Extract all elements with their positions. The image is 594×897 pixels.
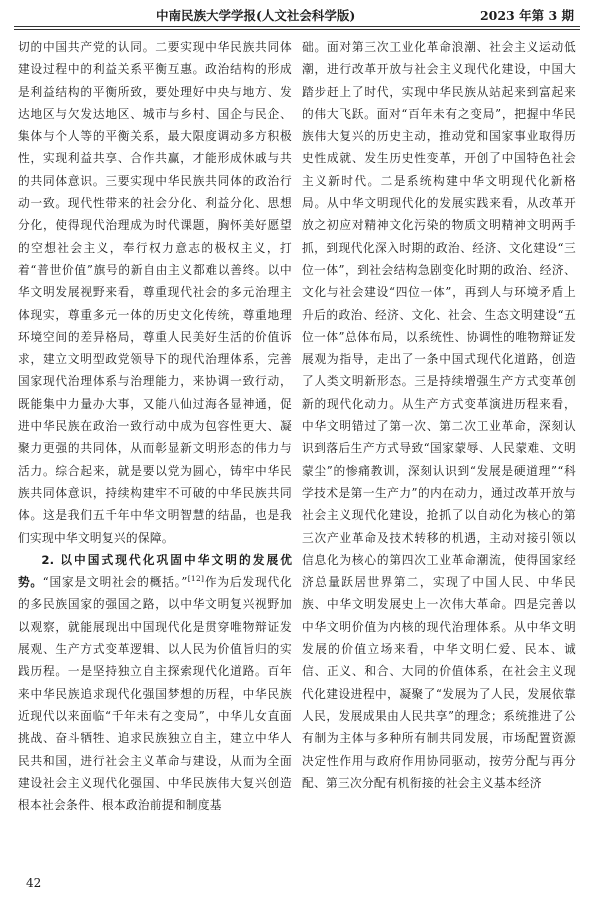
running-header: [14, 4, 580, 26]
section-paragraph: [18, 549, 292, 817]
journal-title: 中南民族大学学报(人文社会科学版): [156, 8, 356, 23]
section-body: 作为后发现代化的多民族国家的强国之路，以中华文明复兴视野加以观察，就能展现出中国现代化是贯穿唯物辩证发展观、生产方式变革逻辑、以人民为价值旨归的实践历程。一是坚持独立自主探索现代化道路。百年来中华民族追求现代化强国梦想的历程，中华民族近现代以来面临“千年未有之变局”，中华儿女直面挑战、奋斗牺牲、追求民族独立自主，建立中华人民共和国，进行社会主义革命与建设，从而为全面建设社会主义现代化强国、中华民族伟大复兴创造根本社会条件、根本政治前提和制度基: [18, 575, 292, 813]
header-rule-bottom: [14, 29, 580, 30]
citation-mark: [12]: [187, 574, 205, 584]
section-heading: 2. 以中国式现代化巩固中华文明的发展优势。: [18, 552, 292, 590]
page-number: 42: [26, 876, 42, 890]
paragraph-continued: 切的中国共产党的认同。二要实现中华民族共同体建设过程中的利益关系平衡互惠。政治结构的形成是利益结构的平衡所致，要处理好中央与地方、发达地区与欠发达地区、城市与乡村、国企与民企、集体与个人等的平衡关系，最大限度调动多方积极性，实现利益共享、合作共赢，才能形成休戚与共的共同体意识。三要实现中华民族共同体的政治行动一致。现代性带来的社会分化、利益分化、思想分化，使得现代治理成为时代课题，胸怀美好愿望的空想社会主义，奉行权力意志的极权主义，打着“普世价值”旗号的新自由主义都难以善终。以中华文明发展视野来看，尊重现代社会的多元治理主体现实，尊重多元一体的历史文化传统，尊重地理环境空间的差异格局，尊重人民美好生活的价值诉求，建立文明型政党领导下的现代治理体系，完善国家现代治理体系与治理能力，来协调一致行动，既能集中力量办大事，又能八仙过海各显神通，促进中华民族在政治一致行动中成为包容性更大、凝聚力更强的共同体，从而彰显新文明形态的伟力与活力。综合起来，就是要以党为圆心，铸牢中华民族共同体意识，持续构建牢不可破的中华民族共同体。这是我们五千年中华文明智慧的结晶，也是我们实现中华文明复兴的保障。: [18, 40, 292, 545]
left-column: [18, 36, 292, 816]
header-rule-top: [14, 26, 580, 27]
section-quote: “国家是文明社会的概括。”: [42, 575, 188, 590]
issue-number: 2023 年第 3 期: [479, 8, 574, 23]
paragraph-right: 础。面对第三次工业化革命浪潮、社会主义运动低潮，进行改革开放与社会主义现代化建设，中国大踏步赶上了时代，实现中华民族从站起来到富起来的伟大飞跃。面对“百年未有之变局”，把握中华民族伟大复兴的历史主动，推动党和国家事业取得历史性成就、发生历史性变革，开创了中国特色社会主义新时代。二是系统构建中华文明现代化新格局。从中华文明现代化的发展实践来看，从改革开放之初应对精神文化污染的物质文明精神文明两手抓，到现代化深入时期的政治、经济、文化建设“三位一体”，到社会结构急剧变化时期的政治、经济、文化与社会建设“四位一体”，再到人与环境矛盾上升后的政治、经济、文化、社会、生态文明建设“五位一体”总体布局，以系统性、协调性的唯物辩证发展观为指导，走出了一条中国式现代化道路，创造了人类文明新形态。三是持续增强生产方式变革创新的现代化动力。从生产方式变革演进历程来看，中华文明错过了第一次、第二次工业革命，深刻认识到落后生产方式导致“国家蒙辱、人民蒙难、文明蒙尘”的惨痛教训，深刻认识到“发展是硬道理”“科学技术是第一生产力”的内在动力，通过改革开放与社会主义现代化建设，抢抓了以自动化为核心的第三次产业革命及技术转移的机遇，主动对接引领以信息化为核心的第四次工业革命潮流，使得国家经济总量跃居世界第二，实现了中国人民、中华民族、中华文明发展史上一次伟大革命。四是完善以中华文明价值为内核的现代治理体系。从中华文明发展的价值立场来看，中华文明仁爱、民本、诚信、正义、和合、大同的价值体系，在社会主义现代化建设进程中，凝聚了“发展为了人民，发展依靠人民，发展成果由人民共享”的理念；系统推进了公有制为主体与多种所有制共同发展，市场配置资源决定性作用与政府作用协同驱动，按劳分配与再分配、第三次分配有机衔接的社会主义基本经济: [302, 40, 576, 790]
right-column: [302, 36, 576, 794]
